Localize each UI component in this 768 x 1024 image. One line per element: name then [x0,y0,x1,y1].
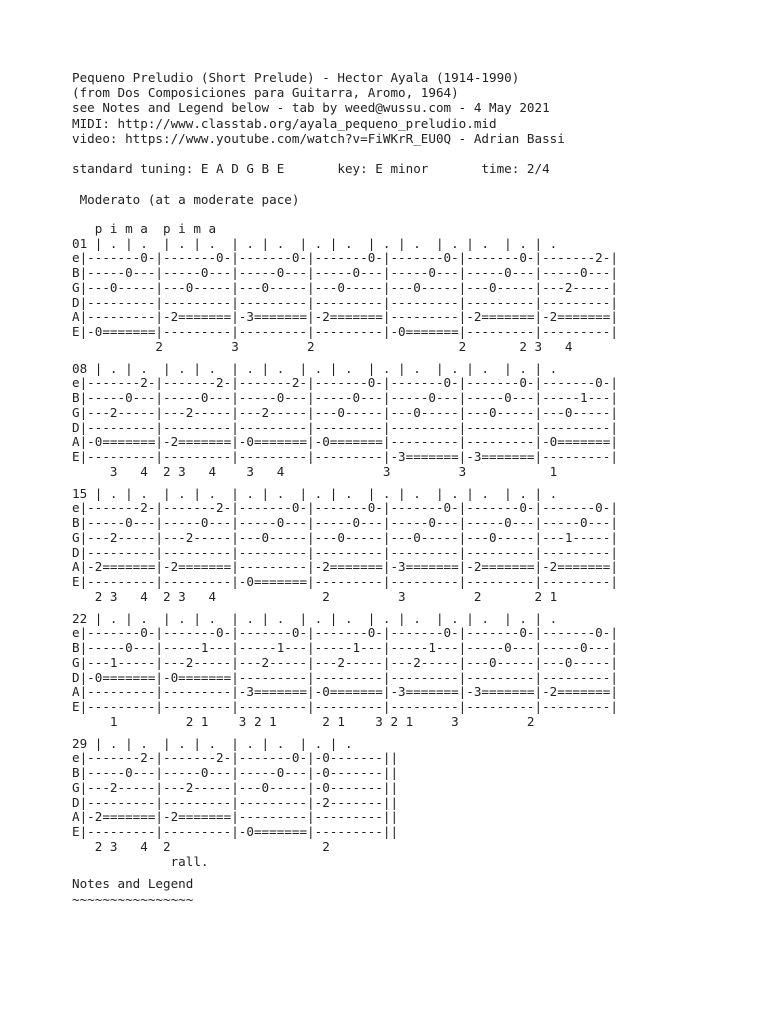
blank-line [72,207,618,222]
left-hand-fingering: 3 4 2 3 4 3 4 3 3 1 [72,463,558,479]
string-e: e|-------0-|-------0-|-------0-|-------0-|-------0-|-------0-|-------0-| [72,625,618,641]
string-d: D|---------|---------|---------|-2-------|| [72,794,399,810]
left-hand-fingering: 2 3 4 2 2 [72,838,330,854]
title-line: Pequeno Preludio (Short Prelude) - Hector Ayala (1914-1990) [72,70,520,85]
measure-line: 01 | . | . | . | . | . | . | . | . | . | . | . | . | . | . [72,235,558,251]
string-b: B|-----0---|-----1---|-----1---|-----1---|-----1---|-----0---|-----0---| [72,640,618,656]
string-d: D|-0=======|-0=======|---------|---------|---------|---------|---------| [72,669,618,685]
string-e: e|-------2-|-------2-|-------0-|-------0-|-------0-|-------0-|-------0-| [72,500,618,516]
string-low-e: E|-0=======|---------|---------|---------|-0=======|---------|---------| [72,324,618,340]
source-line: (from Dos Composiciones para Guitarra, Aromo, 1964) [72,85,459,101]
tab-system-22 [72,612,618,730]
string-a: A|-2=======|-2=======|---------|---------|| [72,809,399,825]
string-a: A|---------|---------|-3=======|-0=======|-3=======|-3=======|-2=======| [72,684,618,700]
string-b: B|-----0---|-----0---|-----0---|-0-------|| [72,765,399,781]
tab-system-15 [72,487,618,605]
string-e: e|-------2-|-------2-|-------0-|-0-------|| [72,750,399,766]
left-hand-fingering: 2 3 4 2 3 4 2 3 2 2 1 [72,588,558,604]
video-line: video: https://www.youtube.com/watch?v=FiWKrR_EU0Q - Adrian Bassi [72,130,565,146]
left-hand-fingering: 2 3 2 2 2 3 4 [72,338,573,354]
string-low-e: E|---------|---------|---------|---------|---------|---------|---------| [72,699,618,715]
tempo-marking: Moderato (at a moderate pace) [72,191,300,207]
string-g: G|---2-----|---2-----|---0-----|---0-----|---0-----|---0-----|---1-----| [72,529,618,545]
string-g: G|---0-----|---0-----|---0-----|---0-----|---0-----|---0-----|---2-----| [72,279,618,295]
string-e: e|-------0-|-------0-|-------0-|-------0-|-------0-|-------0-|-------2-| [72,250,618,266]
tab-system-08 [72,362,618,480]
blank-line [72,146,618,161]
tab-document [72,70,618,907]
string-b: B|-----0---|-----0---|-----0---|-----0---|-----0---|-----0---|-----0---| [72,265,618,281]
string-d: D|---------|---------|---------|---------|---------|---------|---------| [72,419,618,435]
string-e: e|-------2-|-------2-|-------2-|-------0-|-------0-|-------0-|-------0-| [72,375,618,391]
string-b: B|-----0---|-----0---|-----0---|-----0---|-----0---|-----0---|-----1---| [72,390,618,406]
fingering-line: p i m a p i m a [72,220,217,236]
string-low-e: E|---------|---------|-0=======|---------|| [72,824,399,840]
measure-line: 08 | . | . | . | . | . | . | . | . | . | . | . | . | . | . [72,360,558,376]
string-g: G|---2-----|---2-----|---2-----|---0-----|---0-----|---0-----|---0-----| [72,404,618,420]
tab-system-01 [72,222,618,355]
string-a: A|-2=======|-2=======|---------|-2=======|-3=======|-2=======|-2=======| [72,559,618,575]
measure-line: 22 | . | . | . | . | . | . | . | . | . | . | . | . | . | . [72,610,558,626]
rallentando-marking: rall. [72,853,209,869]
tab-system-29 [72,737,618,870]
string-low-e: E|---------|---------|-0=======|---------|---------|---------|---------| [72,574,618,590]
string-low-e: E|---------|---------|---------|---------|-3=======|-3=======|---------| [72,449,618,465]
string-g: G|---2-----|---2-----|---0-----|-0-------|| [72,779,399,795]
notes-credit-line: see Notes and Legend below - tab by weed@wussu.com - 4 May 2021 [72,100,550,116]
notes-legend-underline: ~~~~~~~~~~~~~~~~ [72,891,194,907]
midi-line: MIDI: http://www.classtab.org/ayala_pequeno_preludio.mid [72,115,497,131]
string-g: G|---1-----|---2-----|---2-----|---2-----|---2-----|---0-----|---0-----| [72,654,618,670]
blank-line [72,176,618,191]
string-d: D|---------|---------|---------|---------|---------|---------|---------| [72,294,618,310]
string-a: A|---------|-2=======|-3=======|-2=======|---------|-2=======|-2=======| [72,309,618,325]
tuning-key-time-line: standard tuning: E A D G B E key: E minor time: 2/4 [72,161,550,177]
left-hand-fingering: 1 2 1 3 2 1 2 1 3 2 1 3 2 [72,713,535,729]
notes-legend-heading: Notes and Legend [72,876,194,892]
measure-line: 29 | . | . | . | . | . | . | . | . [72,735,353,751]
measure-line: 15 | . | . | . | . | . | . | . | . | . | . | . | . | . | . [72,485,558,501]
string-d: D|---------|---------|---------|---------|---------|---------|---------| [72,544,618,560]
string-a: A|-0=======|-2=======|-0=======|-0=======|---------|---------|-0=======| [72,434,618,450]
string-b: B|-----0---|-----0---|-----0---|-----0---|-----0---|-----0---|-----0---| [72,515,618,531]
